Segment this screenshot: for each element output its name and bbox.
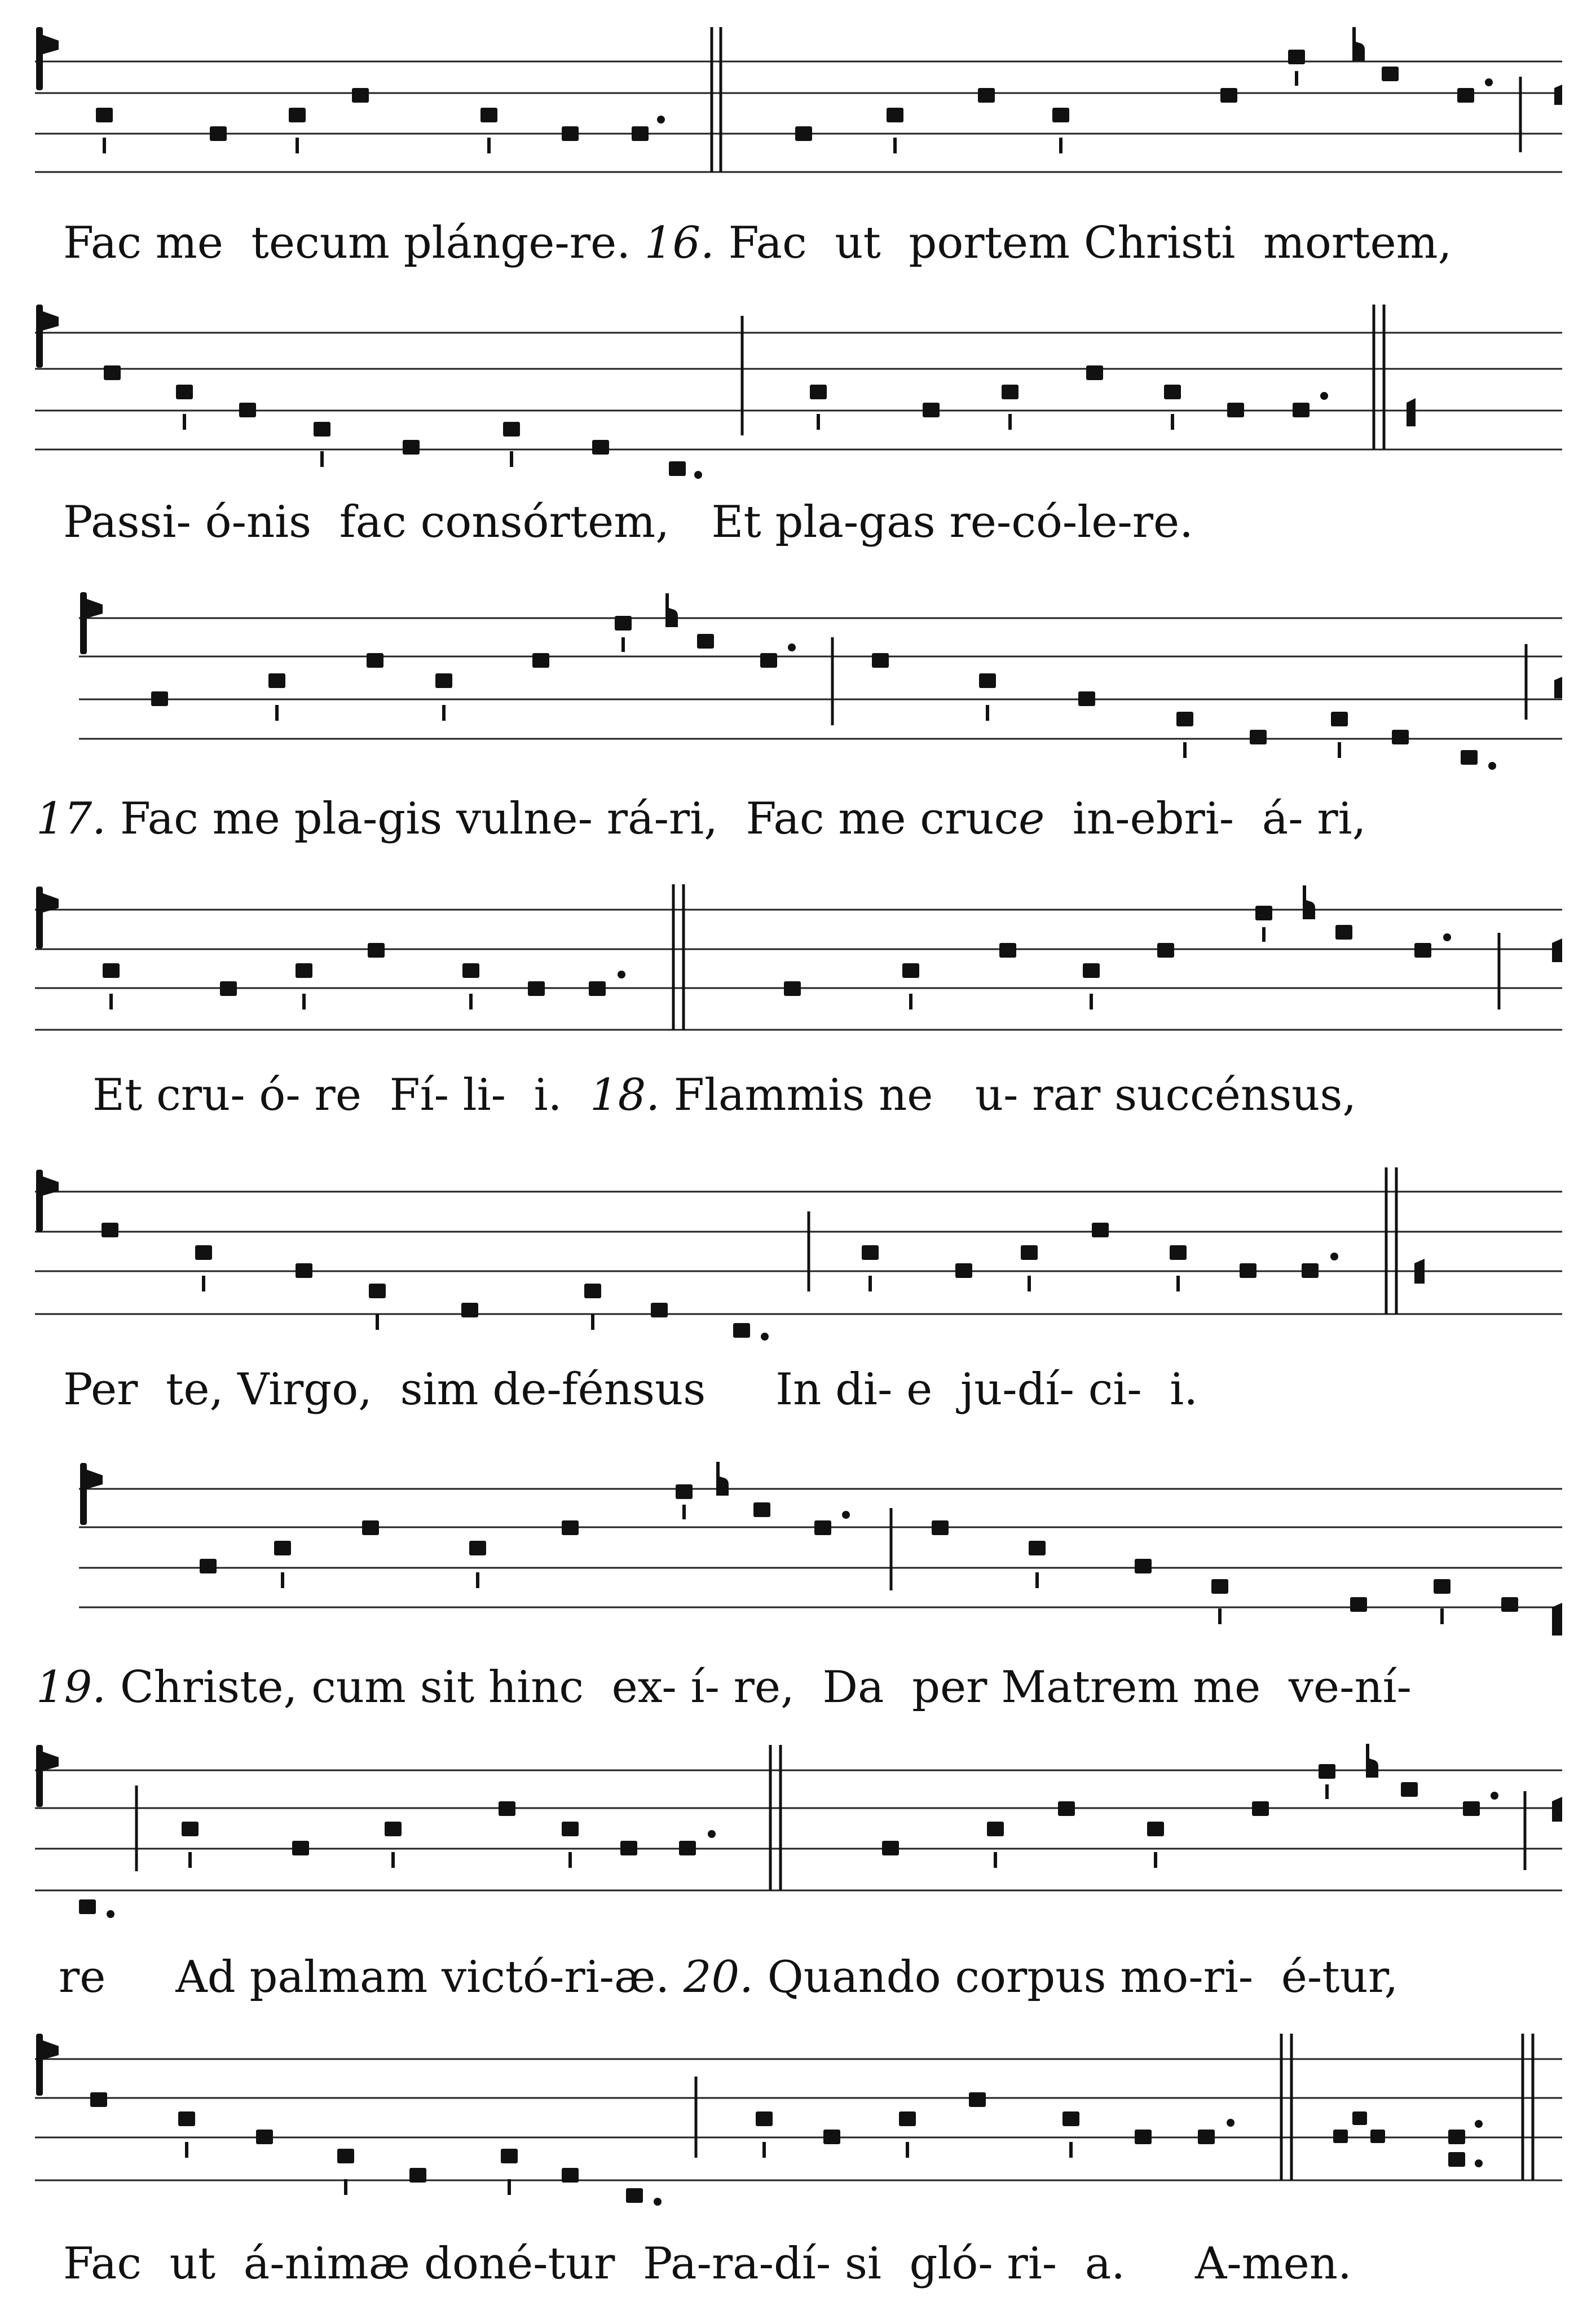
c-clef-icon bbox=[36, 27, 59, 90]
staff-system-3 bbox=[79, 592, 1562, 770]
double-bar bbox=[1386, 1167, 1425, 1314]
lyric-line-4: Et cru- ó- re Fí- li- i. 18. Flammis ne u- rar succénsus, bbox=[92, 1070, 1357, 1121]
lyric-line-3: 17. Fac me pla-gis vulne- rá-ri, Fac me cruce in-ebri- á- ri, bbox=[36, 793, 1366, 844]
staff-lines bbox=[35, 1770, 1562, 1890]
double-bar bbox=[1374, 305, 1416, 449]
staff-system-4 bbox=[35, 884, 1562, 1030]
staff-system-5 bbox=[35, 1167, 1562, 1341]
staff-lines bbox=[35, 333, 1562, 449]
double-bar bbox=[712, 27, 721, 172]
neumes-b bbox=[882, 1744, 1562, 1870]
c-clef-icon bbox=[36, 305, 59, 368]
staff-lines bbox=[35, 910, 1562, 1030]
staff-lines bbox=[79, 1489, 1562, 1607]
lyric-line-2: Passi- ó-nis fac consórtem, Et pla-gas re-có-le-re. bbox=[63, 497, 1193, 548]
double-bar bbox=[1281, 2034, 1291, 2180]
neumes bbox=[90, 2077, 1235, 2206]
double-bar bbox=[770, 1745, 781, 1890]
lyric-line-6: 19. Christe, cum sit hinc ex- í- re, Da per Matrem me ve-ní- bbox=[36, 1662, 1412, 1713]
lyric-line-5: Per te, Virgo, sim de-fénsus In di- e ju-dí- ci- i. bbox=[63, 1364, 1198, 1415]
double-bar bbox=[673, 884, 684, 1030]
neumes bbox=[102, 1211, 1338, 1341]
lyric-line-8: Fac ut á-nimæ doné-tur Pa-ra-dí- si gló- ri- a. A-men. bbox=[63, 2238, 1352, 2289]
neumes-amen bbox=[1333, 2111, 1483, 2167]
lyric-line-1: Fac me tecum plánge-re. 16. Fac ut portem Christi mortem, bbox=[63, 218, 1452, 268]
final-double-bar bbox=[1523, 2034, 1533, 2180]
neumes-b bbox=[784, 885, 1562, 1009]
staff-lines bbox=[35, 2059, 1562, 2180]
staff-lines bbox=[35, 61, 1562, 172]
c-clef-icon bbox=[36, 1745, 59, 1807]
staff-system-2 bbox=[35, 305, 1562, 479]
neumes bbox=[103, 943, 625, 1009]
c-clef-icon bbox=[36, 1170, 59, 1232]
staff-system-1 bbox=[35, 27, 1562, 172]
neumes bbox=[104, 316, 1328, 479]
lyric-line-7: re Ad palmam victó-ri-æ. 20. Quando corpus mo-ri- é-tur, bbox=[59, 1952, 1399, 2003]
neumes bbox=[200, 1462, 1562, 1635]
neumes bbox=[96, 88, 665, 153]
staff-system-8 bbox=[35, 2034, 1562, 2206]
c-clef-icon bbox=[36, 887, 59, 949]
staff-system-6 bbox=[79, 1462, 1562, 1635]
staff-system-7 bbox=[35, 1744, 1562, 1918]
c-clef-icon bbox=[80, 1463, 103, 1525]
c-clef-icon bbox=[80, 592, 103, 654]
neumes bbox=[151, 593, 1562, 770]
neumes bbox=[79, 1786, 716, 1918]
c-clef-icon bbox=[36, 2034, 59, 2096]
